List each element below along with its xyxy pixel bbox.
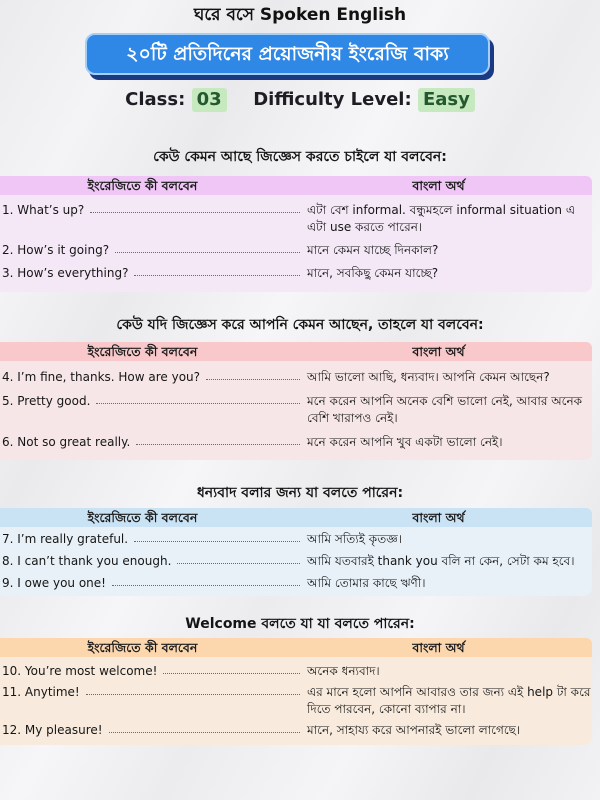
dotted-leader [109,732,300,733]
section-heading: Welcome বলতে যা যা বলতে পারেন: [185,616,415,632]
english-phrase-cell [2,265,300,282]
english-phrase-cell [2,722,300,739]
table-body [0,527,592,596]
bangla-meaning: মনে করেন আপনি অনেক বেশি ভালো নেই, আবার অনেক বেশি খারাপও নেই। [307,394,583,425]
bangla-meaning: মানে কেমন যাচ্ছে দিনকাল? [307,243,439,257]
section-replying-how-you-are [0,315,600,460]
english-phrase-cell [2,393,300,410]
english-phrase-cell [2,575,300,592]
bangla-meaning: আমি সত্যিই কৃতজ্ঞ। [307,532,402,546]
column-header-english: ইংরেজিতে কী বলবেন [87,344,198,359]
bangla-meaning: মনে করেন আপনি খুব একটা ভালো নেই। [307,435,503,449]
table-row [0,682,592,720]
bangla-meaning: আমি যতবারই thank you বলি না কেন, সেটা কম হবে। [307,554,575,568]
table-header-bar [0,508,592,527]
section-asking-how-someone-is [0,147,600,292]
english-phrase: 11. Anytime! [2,685,80,699]
table-row [0,263,592,284]
dotted-leader [163,673,300,674]
column-header-english: ইংরেজিতে কী বলবেন [87,510,198,525]
table-row [0,720,592,741]
column-header-english: ইংরেজিতে কী বলবেন [87,640,198,655]
dotted-leader [90,212,300,213]
dotted-leader [86,694,300,695]
column-header-english: ইংরেজিতে কী বলবেন [87,178,198,193]
english-phrase: 3. How’s everything? [2,266,129,280]
english-phrase-cell [2,684,300,701]
bangla-meaning: আমি তোমার কাছে ঋণী। [307,576,426,590]
english-phrase-cell [2,369,300,386]
table-row [0,661,592,682]
table-row [0,432,592,453]
class-difficulty-line [0,88,600,112]
dotted-leader [134,541,300,542]
english-phrase: 9. I owe you one! [2,576,106,590]
english-phrase-cell [2,553,300,570]
page-title: ঘরে বসে Spoken English [193,5,407,25]
table-header-bar [0,342,592,361]
table-body [0,657,592,745]
table-body [0,361,592,460]
english-phrase-cell [2,434,300,451]
english-phrase: 4. I’m fine, thanks. How are you? [2,370,201,384]
english-phrase: 8. I can’t thank you enough. [2,554,172,568]
english-phrase-cell [2,242,300,259]
english-phrase: 12. My pleasure! [2,723,103,737]
bangla-meaning: অনেক ধন্যবাদ। [307,664,380,678]
section-saying-welcome [0,614,600,745]
table-row [0,367,592,388]
table-row [0,529,592,550]
bangla-meaning: আমি ভালো আছি, ধন্যবাদ। আপনি কেমন আছেন? [307,370,550,384]
dotted-leader [115,252,300,253]
english-phrase-cell [2,531,300,548]
dotted-leader [177,563,300,564]
table-body [0,195,592,292]
column-header-bangla: বাংলা অর্থ [412,344,465,359]
english-phrase: 6. Not so great really. [2,435,131,449]
class-value-badge: 03 [192,88,227,112]
english-phrase: 7. I’m really grateful. [2,532,129,546]
bangla-meaning: এটা বেশ informal. বন্ধুমহলে informal situation এ এটা use করতে পারেন। [307,203,575,234]
column-header-bangla: বাংলা অর্থ [412,640,465,655]
table-row [0,573,592,594]
dotted-leader [136,444,300,445]
table-row [0,240,592,261]
table-row [0,200,592,238]
difficulty-value-badge: Easy [418,88,475,112]
table-row [0,391,592,429]
english-phrase-cell [2,663,300,680]
difficulty-label: Difficulty Level: [253,89,412,110]
bangla-meaning: এর মানে হলো আপনি আবারও তার জন্য এই help টা করে দিতে পারবেন, কোনো ব্যাপার না। [307,685,591,716]
english-phrase: 2. How’s it going? [2,243,110,257]
column-header-bangla: বাংলা অর্থ [412,178,465,193]
bangla-meaning: মানে, সাহায্য করে আপনারই ভালো লাগেছে। [307,723,521,737]
section-heading: কেউ যদি জিজ্ঞেস করে আপনি কেমন আছেন, তাহলে যা বলবেন: [116,317,484,333]
english-phrase: 10. You’re most welcome! [2,664,158,678]
section-saying-thanks [0,483,600,596]
english-phrase-cell [2,202,300,219]
title-banner: ২০টি প্রতিদিনের প্রয়োজনীয় ইংরেজি বাক্য [85,33,490,75]
class-label: Class: [125,89,186,110]
dotted-leader [96,403,300,404]
table-row [0,551,592,572]
english-phrase: 1. What’s up? [2,203,85,217]
dotted-leader [134,275,300,276]
section-heading: কেউ কেমন আছে জিজ্ঞেস করতে চাইলে যা বলবেন: [153,149,447,165]
bangla-meaning: মানে, সবকিছু কেমন যাচ্ছে? [307,266,439,280]
table-header-bar [0,638,592,657]
table-header-bar [0,176,592,195]
english-phrase: 5. Pretty good. [2,394,91,408]
section-heading: ধন্যবাদ বলার জন্য যা বলতে পারেন: [196,485,404,501]
column-header-bangla: বাংলা অর্থ [412,510,465,525]
dotted-leader [112,585,300,586]
dotted-leader [206,379,300,380]
